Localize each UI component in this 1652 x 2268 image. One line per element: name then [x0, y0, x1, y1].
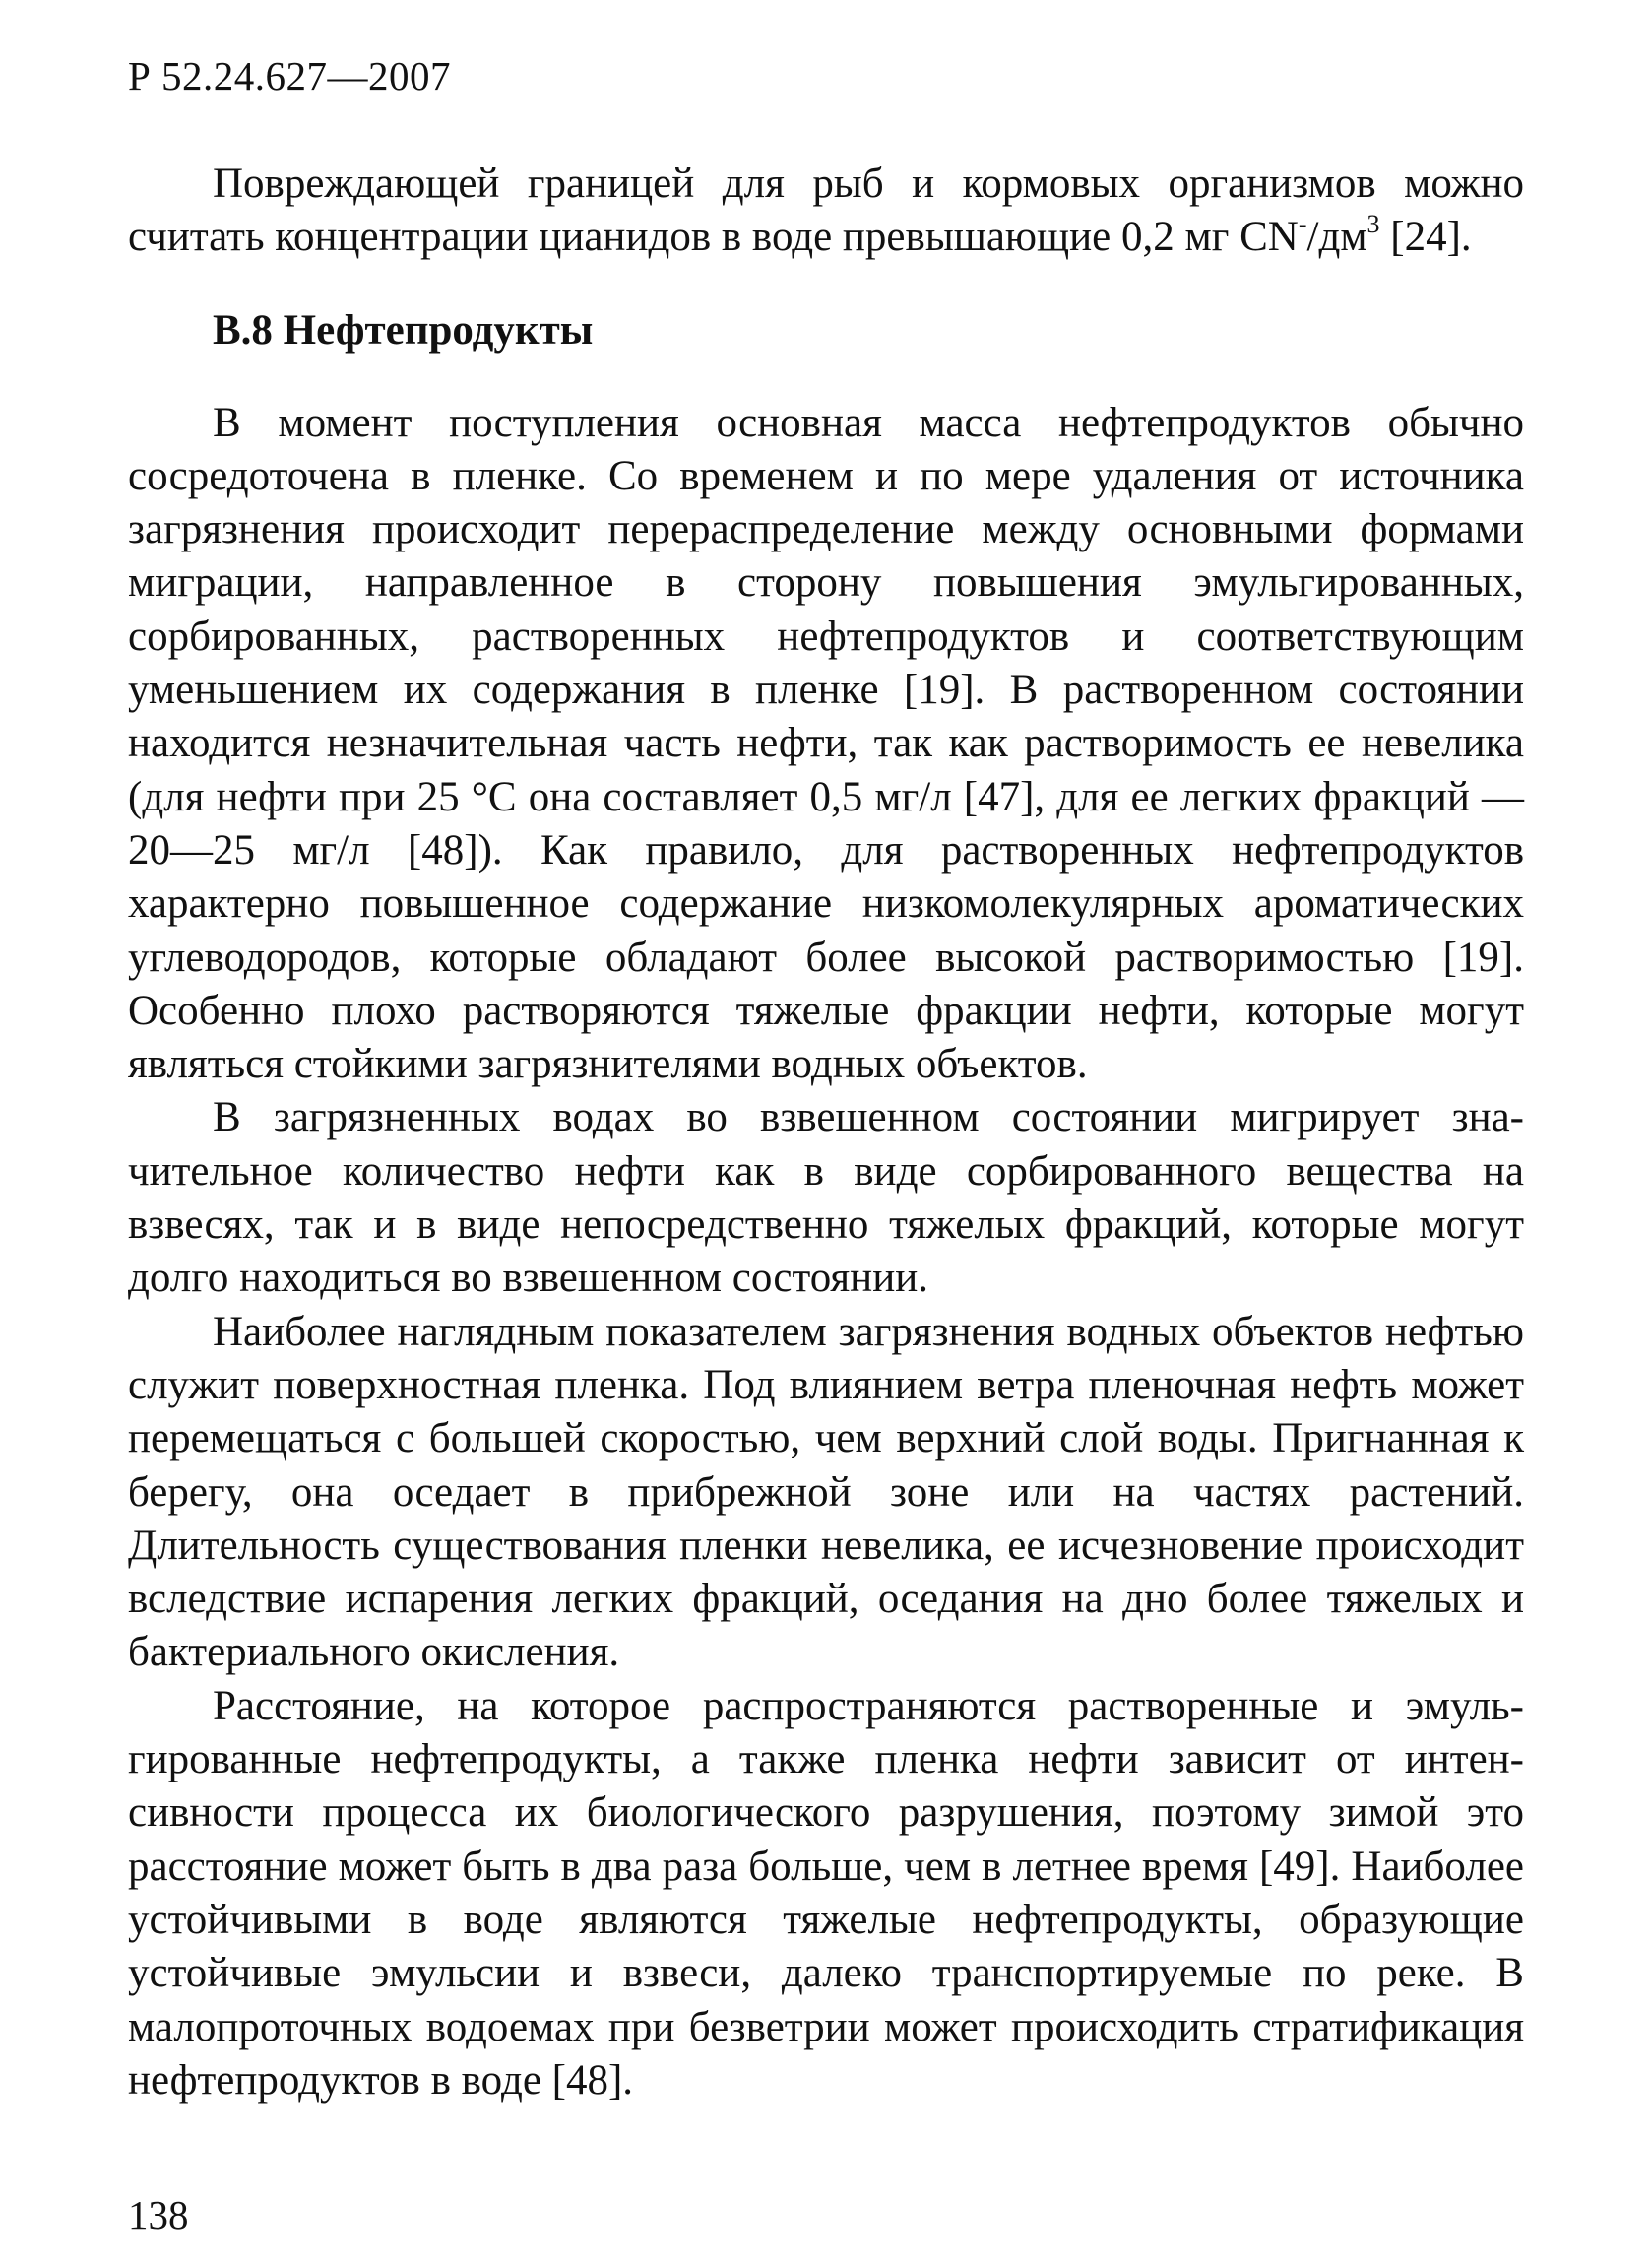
unit-power-superscript: 3 [1366, 210, 1380, 239]
intro-text-after: [24]. [1379, 214, 1472, 261]
section-heading: В.8 Нефтепродукты [213, 306, 594, 354]
intro-text-before: Повреждающей границей для рыб и кормовых организмов можно считать концентрации цианидов в воде превышающие 0,2 мг CN [128, 161, 1524, 261]
body-text [128, 158, 1524, 2107]
intro-paragraph [128, 158, 1524, 265]
paragraph: В момент поступления основная масса нефтепродуктов обычно сосредоточена в пленке. Со временем и по мере удаления от источника загрязнения происходит перераспределение между основными формами миграции, направленное в сторону повышения эмульгированных, сорбированных, растворенных нефтепродуктов и соответствующим уменьшением их содержания в пленке [19]. В растворенном состоянии находится незначительная часть нефти, так как растворимость ее невелика (для нефти при 25 °С она составляет 0,5 мг/л [47], для ее легких фракций — 20—25 мг/л [48]). Как правило, для растворенных нефтепродуктов характерно повышенное содержание низкомолекулярных ароматических углеводородов, которые обладают более высокой растворимостью [19]. Особенно плохо растворяются тяжелые фракции нефти, которые могут являться стойкими загрязнителями водных объектов. [128, 399, 1524, 1088]
paragraph: Расстояние, на которое распространяются растворенные и эмульгированные нефтепродукты, а также пленка нефти зависит от интенсивности процесса их биологического разрушения, поэтому зимой это расстояние может быть в два раза больше, чем в летнее время [49]. Наиболее устойчивыми в воде являются тяжелые нефтепродукты, образующие устойчивые эмульсии и взвеси, далеко транспортируемые по реке. В малопроточных водоемах при безветрии может происходить стратификация нефтепродуктов в воде [48]. [128, 1682, 1524, 2104]
page-number: 138 [128, 2192, 189, 2237]
intro-text-middle: /дм [1306, 214, 1367, 261]
paragraph: В загрязненных водах во взвешенном состоянии мигрирует значительное количество нефти как в виде сорбированного вещества на взвесях, так и в виде непосредственно тяжелых фракций, которые могут долго находиться во взвешенном состоянии. [128, 1094, 1524, 1302]
paragraph: Наиболее наглядным показателем загрязнения водных объектов нефтью служит поверхностная пленка. Под влиянием ветра пленочная нефть может перемещаться с большей скоростью, чем верхний слой воды. Пригнанная к берегу, она оседает в прибрежной зоне или на частях растений. Длительность существования пленки невелика, ее исчезновение происходит вследствие испарения легких фракций, оседания на дно более тяжелых и бактериального окисления. [128, 1308, 1524, 1676]
document-code: Р 52.24.627—2007 [128, 53, 452, 98]
cyanide-charge-superscript: - [1298, 210, 1307, 239]
